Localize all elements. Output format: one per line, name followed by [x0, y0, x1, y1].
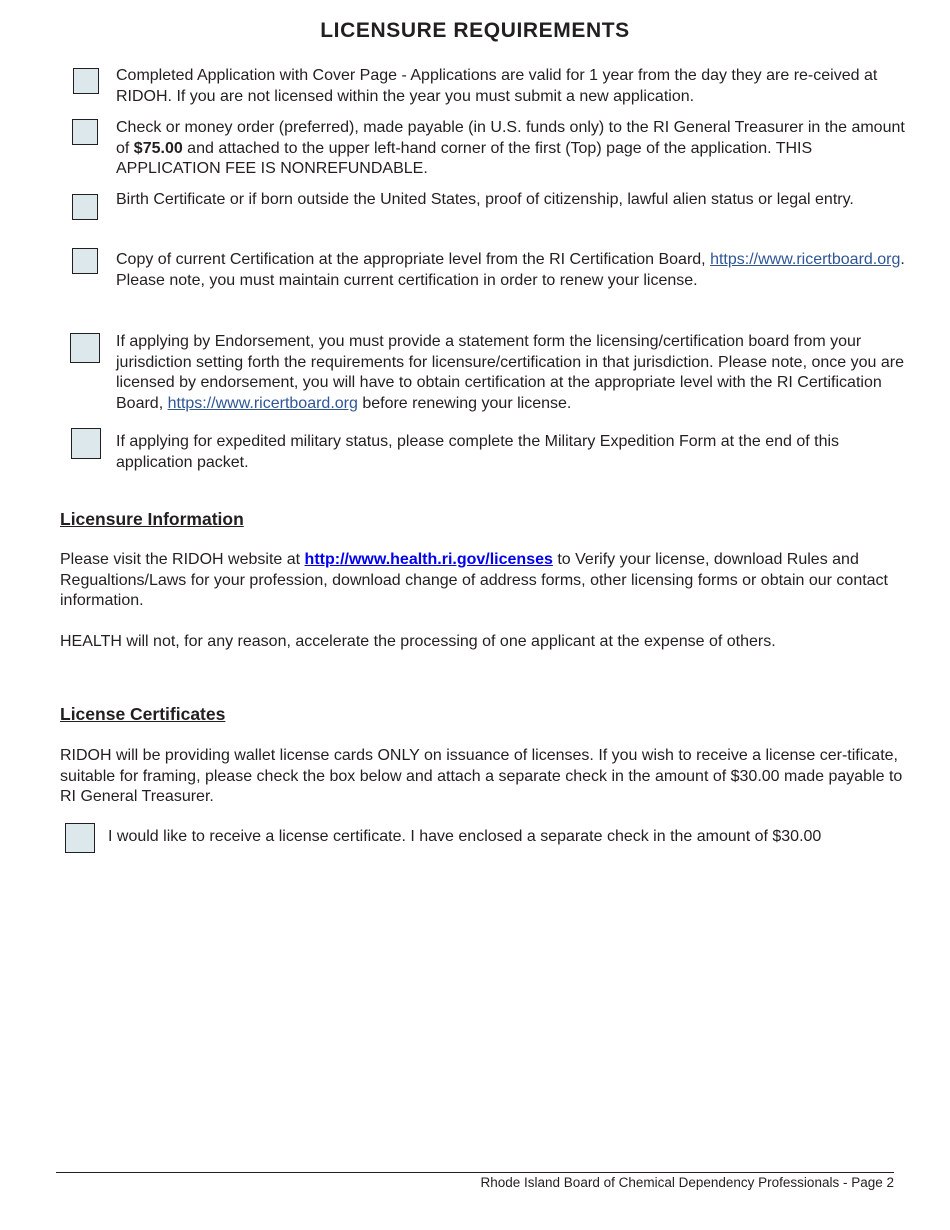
- requirement-2-pre: Check or money order (preferred), made payable (in U.S. funds only) to the RI General Treasurer in the amount of: [116, 119, 905, 157]
- licensure-information-paragraph: [60, 550, 905, 612]
- license-certificates-paragraph: RIDOH will be providing wallet license cards ONLY on issuance of licenses. If you wish to receive a license cer-tificate, suitable for framing, please check the box below and attach a separate check in the amount of $30.00 made payable to RI General Treasurer.: [60, 747, 903, 805]
- licensure-information-heading: Licensure Information: [60, 509, 244, 529]
- requirement-4-checkbox[interactable]: [72, 248, 98, 274]
- requirement-4-pre: Copy of current Certification at the appropriate level from the RI Certification Board,: [116, 251, 711, 268]
- requirement-5-post: before renewing your license.: [357, 394, 572, 412]
- license-certificates-heading: License Certificates: [60, 704, 226, 724]
- application-fee-amount: $75.00: [133, 139, 183, 157]
- requirement-4-post: . Please note, you must maintain current certification in order to renew your license.: [116, 251, 905, 289]
- requirement-5-pre: If applying by Endorsement, you must provide a statement form the licensing/certification board from your jurisdiction setting forth the requirements for licensure/certification in that jurisdiction. Please note, once you are licensed by endorsement, you will have to obtain certification at the appropriate level with the RI Certification Board,: [116, 333, 904, 412]
- licensure-info-pre: Please visit the RIDOH website at: [60, 551, 305, 568]
- requirement-3-text: Birth Certificate or if born outside the United States, proof of citizenship, lawful alien status or legal entry.: [116, 191, 854, 208]
- ricertboard-link[interactable]: https://www.ricertboard.org: [167, 394, 358, 412]
- page-footer: Rhode Island Board of Chemical Dependency Professionals - Page 2: [480, 1175, 894, 1190]
- processing-note: HEALTH will not, for any reason, accelerate the processing of one applicant at the expense of others.: [60, 633, 776, 650]
- page-title: LICENSURE REQUIREMENTS: [320, 19, 630, 42]
- license-certificate-checkbox[interactable]: [65, 823, 95, 853]
- requirement-5-checkbox[interactable]: [70, 333, 100, 363]
- ricertboard-link[interactable]: https://www.ricertboard.org: [710, 251, 901, 268]
- requirement-3-checkbox[interactable]: [72, 194, 98, 220]
- requirement-5-text: [116, 332, 906, 414]
- requirement-2-text: [116, 118, 906, 180]
- requirement-2-checkbox[interactable]: [72, 119, 98, 145]
- requirement-1-text: Completed Application with Cover Page - Applications are valid for 1 year from the day they are re-ceived at RIDOH. If you are not licensed within the year you must submit a new application.: [116, 67, 878, 105]
- requirement-6-checkbox[interactable]: [71, 428, 101, 459]
- requirement-6-text: If applying for expedited military status, please complete the Military Expedition Form at the end of this application packet.: [116, 433, 840, 471]
- requirement-1-checkbox[interactable]: [73, 68, 99, 94]
- license-certificate-checkbox-label: I would like to receive a license certificate. I have enclosed a separate check in the amount of $30.00: [108, 828, 822, 845]
- footer-divider: [56, 1172, 894, 1173]
- requirement-4-text: [116, 250, 906, 291]
- requirement-2-post: and attached to the upper left-hand corner of the first (Top) page of the application. THIS APPLICATION FEE IS NONREFUNDABLE.: [116, 139, 813, 177]
- licensure-info-post: to Verify your license, download Rules and Regualtions/Laws for your profession, download change of address forms, other licensing forms or obtain our contact information.: [60, 551, 888, 609]
- ridoh-licenses-link[interactable]: http://www.health.ri.gov/licenses: [304, 551, 553, 568]
